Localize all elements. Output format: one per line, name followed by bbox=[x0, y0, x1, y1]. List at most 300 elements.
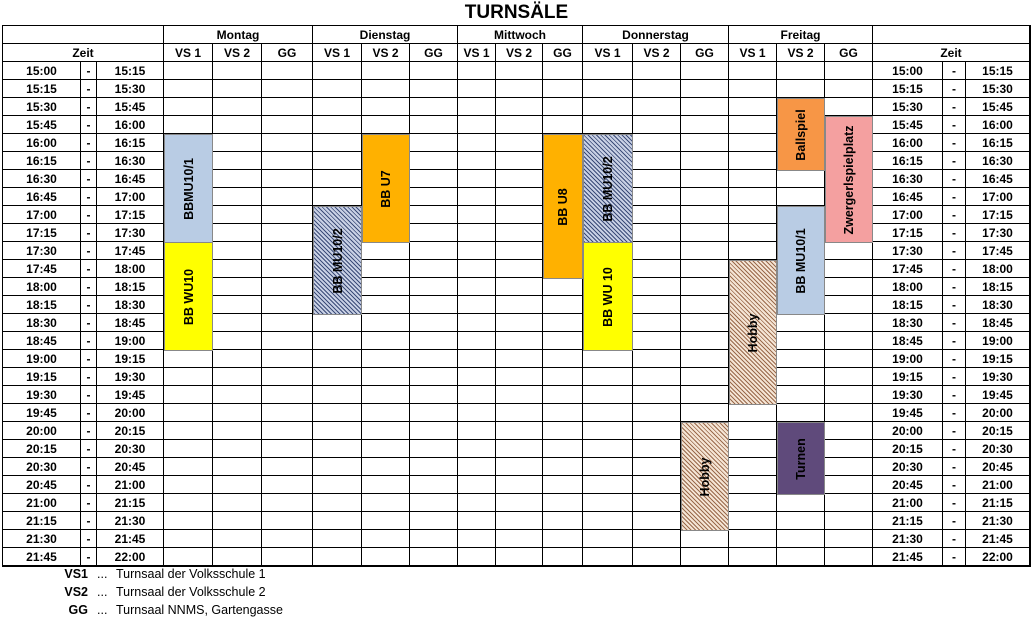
time-start: 21:45 bbox=[3, 548, 81, 566]
slot-cell bbox=[410, 512, 458, 530]
legend-item bbox=[0, 603, 420, 621]
slot-cell bbox=[496, 350, 543, 368]
slot-cell bbox=[213, 62, 262, 80]
slot-cell bbox=[681, 530, 729, 548]
day-header-blank bbox=[3, 26, 164, 44]
slot-cell bbox=[825, 422, 873, 440]
slot-cell bbox=[681, 260, 729, 278]
time-start-right: 21:00 bbox=[873, 494, 943, 512]
slot-cell bbox=[496, 224, 543, 242]
slot-cell bbox=[633, 422, 681, 440]
slot-cell bbox=[213, 206, 262, 224]
time-start-right: 16:15 bbox=[873, 152, 943, 170]
time-start: 18:00 bbox=[3, 278, 81, 296]
slot-cell bbox=[458, 62, 496, 80]
time-separator: - bbox=[81, 134, 97, 152]
slot-cell bbox=[164, 512, 213, 530]
time-start-right: 15:00 bbox=[873, 62, 943, 80]
hall-header: VS 1 bbox=[313, 44, 362, 62]
time-start-right: 17:00 bbox=[873, 206, 943, 224]
time-separator: - bbox=[81, 98, 97, 116]
booking-label: Ballspiel bbox=[794, 108, 808, 161]
slot-cell bbox=[262, 440, 313, 458]
slot-cell bbox=[496, 278, 543, 296]
slot-cell bbox=[213, 134, 262, 152]
slot-cell bbox=[496, 170, 543, 188]
slot-cell bbox=[262, 116, 313, 134]
slot-cell bbox=[362, 260, 410, 278]
hall-header: VS 2 bbox=[633, 44, 681, 62]
time-end-right: 18:30 bbox=[966, 296, 1030, 314]
booking-block bbox=[825, 116, 873, 243]
time-end-right: 19:15 bbox=[966, 350, 1030, 368]
hall-header: GG bbox=[410, 44, 458, 62]
slot-cell bbox=[362, 314, 410, 332]
time-start-right: 19:30 bbox=[873, 386, 943, 404]
slot-cell bbox=[213, 332, 262, 350]
time-end: 16:45 bbox=[97, 170, 164, 188]
time-end-right: 18:00 bbox=[966, 260, 1030, 278]
time-start: 21:00 bbox=[3, 494, 81, 512]
time-end-right: 21:45 bbox=[966, 530, 1030, 548]
time-start-right: 19:15 bbox=[873, 368, 943, 386]
booking-label: BB MU10/2 bbox=[601, 155, 615, 222]
slot-cell bbox=[825, 548, 873, 566]
time-separator: - bbox=[81, 494, 97, 512]
time-end: 20:30 bbox=[97, 440, 164, 458]
time-separator-right: - bbox=[943, 332, 966, 350]
slot-cell bbox=[313, 152, 362, 170]
slot-cell bbox=[213, 116, 262, 134]
time-separator-right: - bbox=[943, 134, 966, 152]
slot-cell bbox=[496, 512, 543, 530]
time-separator-right: - bbox=[943, 242, 966, 260]
slot-cell bbox=[496, 422, 543, 440]
slot-cell bbox=[458, 116, 496, 134]
slot-cell bbox=[681, 80, 729, 98]
slot-cell bbox=[825, 404, 873, 422]
slot-cell bbox=[313, 458, 362, 476]
slot-cell bbox=[825, 296, 873, 314]
slot-cell bbox=[262, 188, 313, 206]
booking-label: Hobby bbox=[746, 313, 760, 352]
time-start: 19:15 bbox=[3, 368, 81, 386]
slot-cell bbox=[633, 152, 681, 170]
slot-cell bbox=[633, 548, 681, 566]
time-end: 21:30 bbox=[97, 512, 164, 530]
slot-cell bbox=[458, 278, 496, 296]
slot-cell bbox=[681, 116, 729, 134]
slot-cell bbox=[825, 368, 873, 386]
zeit-header: Zeit bbox=[3, 44, 164, 62]
slot-cell bbox=[262, 260, 313, 278]
slot-cell bbox=[825, 278, 873, 296]
slot-cell bbox=[681, 332, 729, 350]
time-separator-right: - bbox=[943, 530, 966, 548]
day-header-mittwoch: Mittwoch bbox=[458, 26, 583, 44]
time-end-right: 20:15 bbox=[966, 422, 1030, 440]
time-separator: - bbox=[81, 530, 97, 548]
slot-cell bbox=[681, 170, 729, 188]
slot-cell bbox=[410, 548, 458, 566]
time-separator-right: - bbox=[943, 296, 966, 314]
slot-cell bbox=[681, 224, 729, 242]
time-start: 18:30 bbox=[3, 314, 81, 332]
time-end-right: 19:45 bbox=[966, 386, 1030, 404]
slot-cell bbox=[213, 170, 262, 188]
day-header-dienstag: Dienstag bbox=[313, 26, 458, 44]
slot-cell bbox=[213, 224, 262, 242]
slot-cell bbox=[262, 368, 313, 386]
slot-cell bbox=[729, 224, 777, 242]
time-end: 18:15 bbox=[97, 278, 164, 296]
time-start: 18:45 bbox=[3, 332, 81, 350]
time-separator: - bbox=[81, 314, 97, 332]
slot-cell bbox=[777, 530, 825, 548]
slot-cell bbox=[458, 368, 496, 386]
slot-cell bbox=[583, 98, 633, 116]
legend-dots: ... bbox=[97, 585, 108, 599]
slot-cell bbox=[362, 368, 410, 386]
slot-cell bbox=[777, 548, 825, 566]
booking-label: BB U7 bbox=[379, 169, 393, 208]
slot-cell bbox=[410, 458, 458, 476]
slot-cell bbox=[729, 152, 777, 170]
slot-cell bbox=[496, 134, 543, 152]
slot-cell bbox=[825, 440, 873, 458]
hall-header: GG bbox=[262, 44, 313, 62]
booking-block bbox=[777, 98, 825, 171]
slot-cell bbox=[583, 368, 633, 386]
slot-cell bbox=[496, 116, 543, 134]
slot-cell bbox=[543, 98, 583, 116]
time-separator-right: - bbox=[943, 476, 966, 494]
booking-block bbox=[729, 260, 777, 405]
booking-block bbox=[313, 206, 362, 315]
slot-cell bbox=[496, 296, 543, 314]
slot-cell bbox=[262, 332, 313, 350]
time-end-right: 18:15 bbox=[966, 278, 1030, 296]
time-start-right: 17:45 bbox=[873, 260, 943, 278]
slot-cell bbox=[262, 206, 313, 224]
booking-label: Zwergerlspielplatz bbox=[842, 124, 856, 235]
time-end: 19:15 bbox=[97, 350, 164, 368]
slot-cell bbox=[825, 530, 873, 548]
time-end-right: 19:30 bbox=[966, 368, 1030, 386]
time-end: 17:00 bbox=[97, 188, 164, 206]
slot-cell bbox=[410, 278, 458, 296]
slot-cell bbox=[164, 494, 213, 512]
hall-header: VS 2 bbox=[362, 44, 410, 62]
zeit-header-right: Zeit bbox=[873, 44, 1030, 62]
booking-block bbox=[583, 134, 633, 243]
time-start: 17:15 bbox=[3, 224, 81, 242]
slot-cell bbox=[410, 404, 458, 422]
slot-cell bbox=[543, 368, 583, 386]
slot-cell bbox=[362, 440, 410, 458]
time-separator: - bbox=[81, 458, 97, 476]
slot-cell bbox=[262, 458, 313, 476]
time-start-right: 18:15 bbox=[873, 296, 943, 314]
slot-cell bbox=[410, 368, 458, 386]
time-separator: - bbox=[81, 386, 97, 404]
slot-cell bbox=[729, 440, 777, 458]
time-end: 16:30 bbox=[97, 152, 164, 170]
time-start-right: 20:15 bbox=[873, 440, 943, 458]
time-end-right: 15:15 bbox=[966, 62, 1030, 80]
slot-cell bbox=[313, 170, 362, 188]
slot-cell bbox=[213, 404, 262, 422]
slot-cell bbox=[313, 440, 362, 458]
time-separator: - bbox=[81, 224, 97, 242]
slot-cell bbox=[543, 404, 583, 422]
time-separator-right: - bbox=[943, 440, 966, 458]
slot-cell bbox=[410, 98, 458, 116]
slot-cell bbox=[496, 530, 543, 548]
slot-cell bbox=[410, 170, 458, 188]
time-start-right: 18:30 bbox=[873, 314, 943, 332]
slot-cell bbox=[410, 116, 458, 134]
slot-cell bbox=[496, 404, 543, 422]
hall-header: GG bbox=[681, 44, 729, 62]
slot-cell bbox=[729, 404, 777, 422]
slot-cell bbox=[543, 476, 583, 494]
slot-cell bbox=[262, 152, 313, 170]
slot-cell bbox=[313, 98, 362, 116]
slot-cell bbox=[362, 530, 410, 548]
slot-cell bbox=[313, 62, 362, 80]
slot-cell bbox=[164, 62, 213, 80]
slot-cell bbox=[681, 242, 729, 260]
slot-cell bbox=[213, 548, 262, 566]
slot-cell bbox=[410, 188, 458, 206]
slot-cell bbox=[729, 134, 777, 152]
booking-block bbox=[583, 242, 633, 351]
time-separator: - bbox=[81, 440, 97, 458]
slot-cell bbox=[777, 386, 825, 404]
slot-cell bbox=[458, 152, 496, 170]
slot-cell bbox=[313, 512, 362, 530]
slot-cell bbox=[681, 98, 729, 116]
hall-header: VS 2 bbox=[213, 44, 262, 62]
day-header-montag: Montag bbox=[164, 26, 313, 44]
time-separator-right: - bbox=[943, 116, 966, 134]
slot-cell bbox=[729, 530, 777, 548]
slot-cell bbox=[262, 548, 313, 566]
slot-cell bbox=[410, 80, 458, 98]
slot-cell bbox=[633, 170, 681, 188]
slot-cell bbox=[410, 242, 458, 260]
time-start: 20:30 bbox=[3, 458, 81, 476]
time-start-right: 16:45 bbox=[873, 188, 943, 206]
legend-description: Turnsaal der Volksschule 1 bbox=[116, 567, 266, 581]
time-end: 15:30 bbox=[97, 80, 164, 98]
slot-cell bbox=[458, 458, 496, 476]
slot-cell bbox=[633, 458, 681, 476]
time-end: 18:00 bbox=[97, 260, 164, 278]
slot-cell bbox=[362, 548, 410, 566]
slot-cell bbox=[543, 296, 583, 314]
slot-cell bbox=[362, 422, 410, 440]
slot-cell bbox=[496, 206, 543, 224]
slot-cell bbox=[313, 368, 362, 386]
slot-cell bbox=[825, 350, 873, 368]
slot-cell bbox=[543, 278, 583, 296]
slot-cell bbox=[213, 440, 262, 458]
slot-cell bbox=[458, 494, 496, 512]
time-end-right: 16:30 bbox=[966, 152, 1030, 170]
slot-cell bbox=[729, 476, 777, 494]
time-start-right: 18:45 bbox=[873, 332, 943, 350]
slot-cell bbox=[262, 278, 313, 296]
slot-cell bbox=[164, 530, 213, 548]
slot-cell bbox=[681, 206, 729, 224]
slot-cell bbox=[458, 206, 496, 224]
time-end-right: 21:15 bbox=[966, 494, 1030, 512]
slot-cell bbox=[458, 80, 496, 98]
slot-cell bbox=[213, 476, 262, 494]
slot-cell bbox=[681, 350, 729, 368]
slot-cell bbox=[410, 62, 458, 80]
time-separator: - bbox=[81, 368, 97, 386]
time-end: 21:45 bbox=[97, 530, 164, 548]
slot-cell bbox=[633, 116, 681, 134]
legend-abbr: VS2 bbox=[64, 585, 88, 599]
slot-cell bbox=[543, 62, 583, 80]
slot-cell bbox=[496, 98, 543, 116]
slot-cell bbox=[543, 548, 583, 566]
time-separator-right: - bbox=[943, 80, 966, 98]
slot-cell bbox=[729, 422, 777, 440]
slot-cell bbox=[410, 332, 458, 350]
time-start: 19:45 bbox=[3, 404, 81, 422]
time-end-right: 19:00 bbox=[966, 332, 1030, 350]
time-start-right: 20:30 bbox=[873, 458, 943, 476]
time-start: 17:45 bbox=[3, 260, 81, 278]
time-end: 20:00 bbox=[97, 404, 164, 422]
slot-cell bbox=[496, 188, 543, 206]
slot-cell bbox=[458, 512, 496, 530]
slot-cell bbox=[262, 224, 313, 242]
slot-cell bbox=[362, 458, 410, 476]
hall-header: VS 2 bbox=[777, 44, 825, 62]
slot-cell bbox=[262, 350, 313, 368]
slot-cell bbox=[543, 458, 583, 476]
slot-cell bbox=[410, 224, 458, 242]
time-end: 22:00 bbox=[97, 548, 164, 566]
slot-cell bbox=[729, 512, 777, 530]
slot-cell bbox=[362, 278, 410, 296]
booking-label: BB U8 bbox=[556, 187, 570, 226]
slot-cell bbox=[543, 440, 583, 458]
slot-cell bbox=[262, 134, 313, 152]
time-end-right: 17:15 bbox=[966, 206, 1030, 224]
slot-cell bbox=[633, 224, 681, 242]
slot-cell bbox=[362, 62, 410, 80]
slot-cell bbox=[262, 314, 313, 332]
slot-cell bbox=[633, 332, 681, 350]
slot-cell bbox=[313, 530, 362, 548]
hall-header: VS 1 bbox=[164, 44, 213, 62]
time-start-right: 15:30 bbox=[873, 98, 943, 116]
slot-cell bbox=[633, 188, 681, 206]
slot-cell bbox=[681, 134, 729, 152]
slot-cell bbox=[543, 494, 583, 512]
slot-cell bbox=[729, 98, 777, 116]
slot-cell bbox=[729, 242, 777, 260]
slot-cell bbox=[262, 404, 313, 422]
slot-cell bbox=[458, 332, 496, 350]
slot-cell bbox=[777, 368, 825, 386]
time-start: 19:30 bbox=[3, 386, 81, 404]
slot-cell bbox=[458, 260, 496, 278]
slot-cell bbox=[313, 422, 362, 440]
time-separator-right: - bbox=[943, 386, 966, 404]
slot-cell bbox=[164, 422, 213, 440]
slot-cell bbox=[313, 494, 362, 512]
slot-cell bbox=[681, 62, 729, 80]
time-start-right: 20:45 bbox=[873, 476, 943, 494]
slot-cell bbox=[729, 458, 777, 476]
slot-cell bbox=[729, 206, 777, 224]
time-end-right: 21:30 bbox=[966, 512, 1030, 530]
slot-cell bbox=[633, 242, 681, 260]
slot-cell bbox=[362, 404, 410, 422]
slot-cell bbox=[262, 296, 313, 314]
slot-cell bbox=[213, 188, 262, 206]
slot-cell bbox=[313, 134, 362, 152]
slot-cell bbox=[410, 386, 458, 404]
time-end-right: 20:00 bbox=[966, 404, 1030, 422]
slot-cell bbox=[633, 134, 681, 152]
time-separator: - bbox=[81, 278, 97, 296]
slot-cell bbox=[458, 422, 496, 440]
slot-cell bbox=[496, 242, 543, 260]
slot-cell bbox=[458, 314, 496, 332]
slot-cell bbox=[681, 188, 729, 206]
day-header-donnerstag: Donnerstag bbox=[583, 26, 729, 44]
slot-cell bbox=[729, 80, 777, 98]
booking-label: BB MU10/1 bbox=[794, 227, 808, 294]
time-start-right: 21:30 bbox=[873, 530, 943, 548]
time-start: 21:15 bbox=[3, 512, 81, 530]
slot-cell bbox=[313, 476, 362, 494]
slot-cell bbox=[164, 440, 213, 458]
time-start: 17:30 bbox=[3, 242, 81, 260]
slot-cell bbox=[681, 278, 729, 296]
booking-label: BB MU10/2 bbox=[330, 227, 345, 294]
time-separator: - bbox=[81, 62, 97, 80]
slot-cell bbox=[362, 116, 410, 134]
time-separator: - bbox=[81, 350, 97, 368]
slot-cell bbox=[164, 548, 213, 566]
slot-cell bbox=[777, 188, 825, 206]
slot-cell bbox=[313, 80, 362, 98]
time-end-right: 21:00 bbox=[966, 476, 1030, 494]
slot-cell bbox=[458, 188, 496, 206]
time-start-right: 17:15 bbox=[873, 224, 943, 242]
slot-cell bbox=[213, 458, 262, 476]
slot-cell bbox=[825, 458, 873, 476]
time-separator-right: - bbox=[943, 368, 966, 386]
time-end: 16:00 bbox=[97, 116, 164, 134]
slot-cell bbox=[164, 368, 213, 386]
time-start-right: 17:30 bbox=[873, 242, 943, 260]
time-separator-right: - bbox=[943, 224, 966, 242]
slot-cell bbox=[825, 80, 873, 98]
slot-cell bbox=[213, 386, 262, 404]
time-end: 15:45 bbox=[97, 98, 164, 116]
